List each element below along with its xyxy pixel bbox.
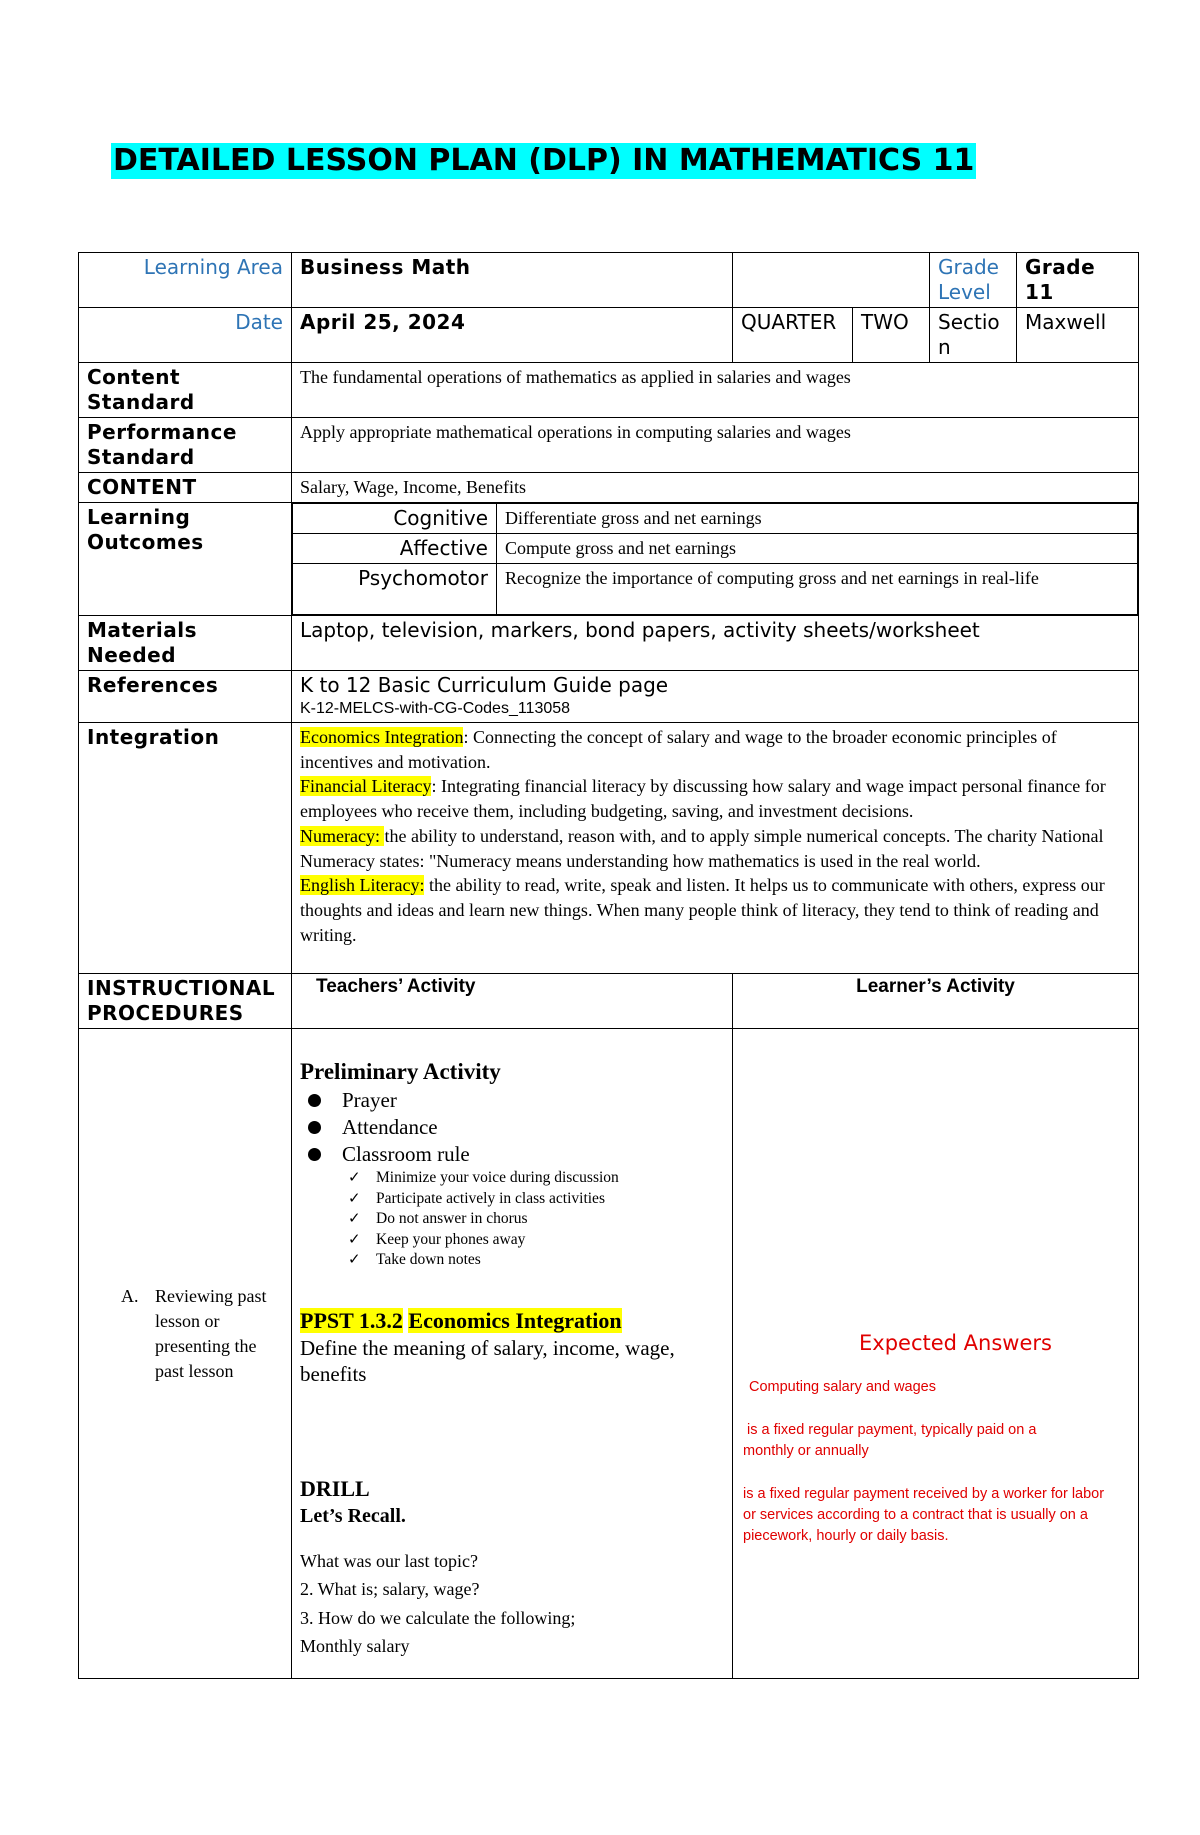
quarter-value: TWO (853, 308, 930, 363)
integration-text: : Integrating financial literacy by discussing how salary and wage impact personal finance for employees who receive them, including budgeting, saving, and investment decisions. (300, 776, 1106, 822)
drill-question: What was our last topic? (300, 1550, 478, 1571)
bullet-icon (308, 1121, 321, 1134)
list-item (338, 1230, 724, 1251)
materials-value: Laptop, television, markers, bond papers, activity sheets/worksheet (292, 616, 1139, 671)
list-item (308, 1114, 724, 1141)
drill-question: 2. What is; salary, wage? (300, 1579, 480, 1599)
list-item (308, 1141, 724, 1168)
list-item (308, 1087, 724, 1114)
integration-label: Integration (79, 723, 292, 974)
instructional-procedures-label: INSTRUCTIONAL PROCEDURES (79, 974, 292, 1029)
checkmark-icon: ✓ (348, 1170, 361, 1186)
quarter-label: QUARTER (733, 308, 853, 363)
outcome-text: Differentiate gross and net earnings (497, 504, 1138, 534)
performance-standard-label: Performance Standard (79, 418, 292, 473)
integration-term: Financial Literacy (300, 776, 432, 797)
section-label: Section (930, 308, 1017, 363)
outcome-text: Compute gross and net earnings (497, 534, 1138, 564)
learning-outcomes-table (292, 503, 1138, 615)
rule-text: Minimize your voice during discussion (376, 1169, 619, 1186)
ppst-code: PPST 1.3.2 (300, 1307, 403, 1333)
grade-level-label: Grade Level (930, 253, 1017, 308)
learning-outcomes-label: Learning Outcomes (79, 503, 292, 616)
rule-text: Keep your phones away (376, 1230, 526, 1248)
expected-answer: is a fixed regular payment, typically paid on a monthly or annually (743, 1422, 1041, 1459)
expected-answer: is a fixed regular payment received by a worker for labor or services according to a contract that is usually on a piecework, hourly or daily basis. (743, 1486, 1105, 1544)
learners-activity-header: Learner’s Activity (733, 974, 1139, 1029)
integration-cell (292, 723, 1139, 974)
references-value: K to 12 Basic Curriculum Guide page (300, 673, 669, 697)
checkmark-icon: ✓ (348, 1252, 361, 1268)
expected-answers-title: Expected Answers (859, 1331, 1052, 1355)
rule-text: Do not answer in chorus (376, 1210, 528, 1227)
integration-paragraph (300, 725, 1130, 774)
references-link[interactable]: K-12-MELCS-with-CG-Codes_113058 (300, 700, 571, 717)
page-title: DETAILED LESSON PLAN (DLP) IN MATHEMATICS 11 (113, 143, 975, 178)
section-value: Maxwell (1017, 308, 1139, 363)
outcome-domain: Psychomotor (293, 564, 497, 615)
content-label: CONTENT (79, 473, 292, 503)
step-label: Reviewing past lesson or presenting the past lesson (155, 1285, 267, 1381)
materials-label: Materials Needed (79, 616, 292, 671)
performance-standard-value: Apply appropriate mathematical operations in computing salaries and wages (292, 418, 1139, 473)
rule-text: Participate actively in class activities (376, 1189, 605, 1207)
list-item (338, 1250, 724, 1271)
integration-paragraph (300, 873, 1130, 947)
list-item-text: Classroom rule (342, 1142, 470, 1166)
learners-activity-cell (733, 1029, 1139, 1679)
classroom-rules-list (338, 1168, 724, 1271)
integration-paragraph (300, 774, 1130, 823)
ppst-title: Economics Integration (408, 1307, 622, 1333)
integration-paragraph (300, 824, 1130, 873)
drill-question: Monthly salary (300, 1636, 410, 1656)
date-value: April 25, 2024 (292, 308, 733, 363)
bullet-icon (308, 1094, 321, 1107)
step-letter: A. (121, 1285, 139, 1306)
preliminary-activity-title: Preliminary Activity (300, 1059, 501, 1084)
teachers-activity-header: Teachers’ Activity (292, 974, 733, 1029)
references-cell (292, 671, 1139, 723)
drill-question: 3. How do we calculate the following; (300, 1607, 576, 1628)
grade-level-value: Grade 11 (1017, 253, 1139, 308)
references-label: References (79, 671, 292, 723)
list-item (338, 1189, 724, 1210)
outcome-text: Recognize the importance of computing gross and net earnings in real-life (497, 564, 1138, 615)
list-item (338, 1209, 724, 1230)
integration-text: : Connecting the concept of salary and wage to the broader economic principles of incentives and motivation. (300, 727, 1057, 772)
outcome-domain: Affective (293, 534, 497, 564)
list-item (338, 1168, 724, 1189)
list-item-text: Attendance (342, 1115, 438, 1139)
content-value: Salary, Wage, Income, Benefits (292, 473, 1139, 503)
expected-answer: Computing salary and wages (749, 1379, 936, 1395)
drill-subtitle: Let’s Recall. (300, 1504, 406, 1527)
content-standard-value: The fundamental operations of mathematics as applied in salaries and wages (292, 363, 1139, 418)
teachers-activity-cell (292, 1029, 733, 1679)
learning-area-label: Learning Area (79, 253, 292, 308)
list-item-text: Prayer (342, 1088, 397, 1112)
learning-outcomes-cell (292, 503, 1139, 616)
outcome-domain: Cognitive (293, 504, 497, 534)
bullet-icon (308, 1148, 321, 1161)
preliminary-list (300, 1087, 724, 1168)
rule-text: Take down notes (376, 1251, 481, 1268)
integration-term: English Literacy: (300, 875, 425, 896)
learning-area-value: Business Math (292, 253, 733, 308)
integration-term: Numeracy: (300, 825, 385, 846)
step-cell (79, 1029, 292, 1679)
integration-text: the ability to understand, reason with, and to apply simple numerical concepts. The charity National Numeracy states: "Numeracy means understanding how mathematics is used in the real world. (300, 825, 1104, 871)
drill-title: DRILL (300, 1475, 370, 1501)
ppst-heading (300, 1307, 724, 1335)
checkmark-icon: ✓ (348, 1190, 361, 1207)
checkmark-icon: ✓ (348, 1211, 361, 1227)
content-standard-label: Content Standard (79, 363, 292, 418)
integration-text: the ability to read, write, speak and listen. It helps us to communicate with others, express our thoughts and ideas and learn new things. When many people think of literacy, they tend to think of reading and writing. (300, 875, 1105, 945)
ppst-task: Define the meaning of salary, income, wage, benefits (300, 1335, 675, 1386)
integration-term: Economics Integration (300, 727, 464, 747)
date-label: Date (79, 308, 292, 363)
empty-cell (733, 253, 930, 308)
checkmark-icon: ✓ (348, 1231, 361, 1248)
lesson-plan-table (78, 252, 1139, 1679)
